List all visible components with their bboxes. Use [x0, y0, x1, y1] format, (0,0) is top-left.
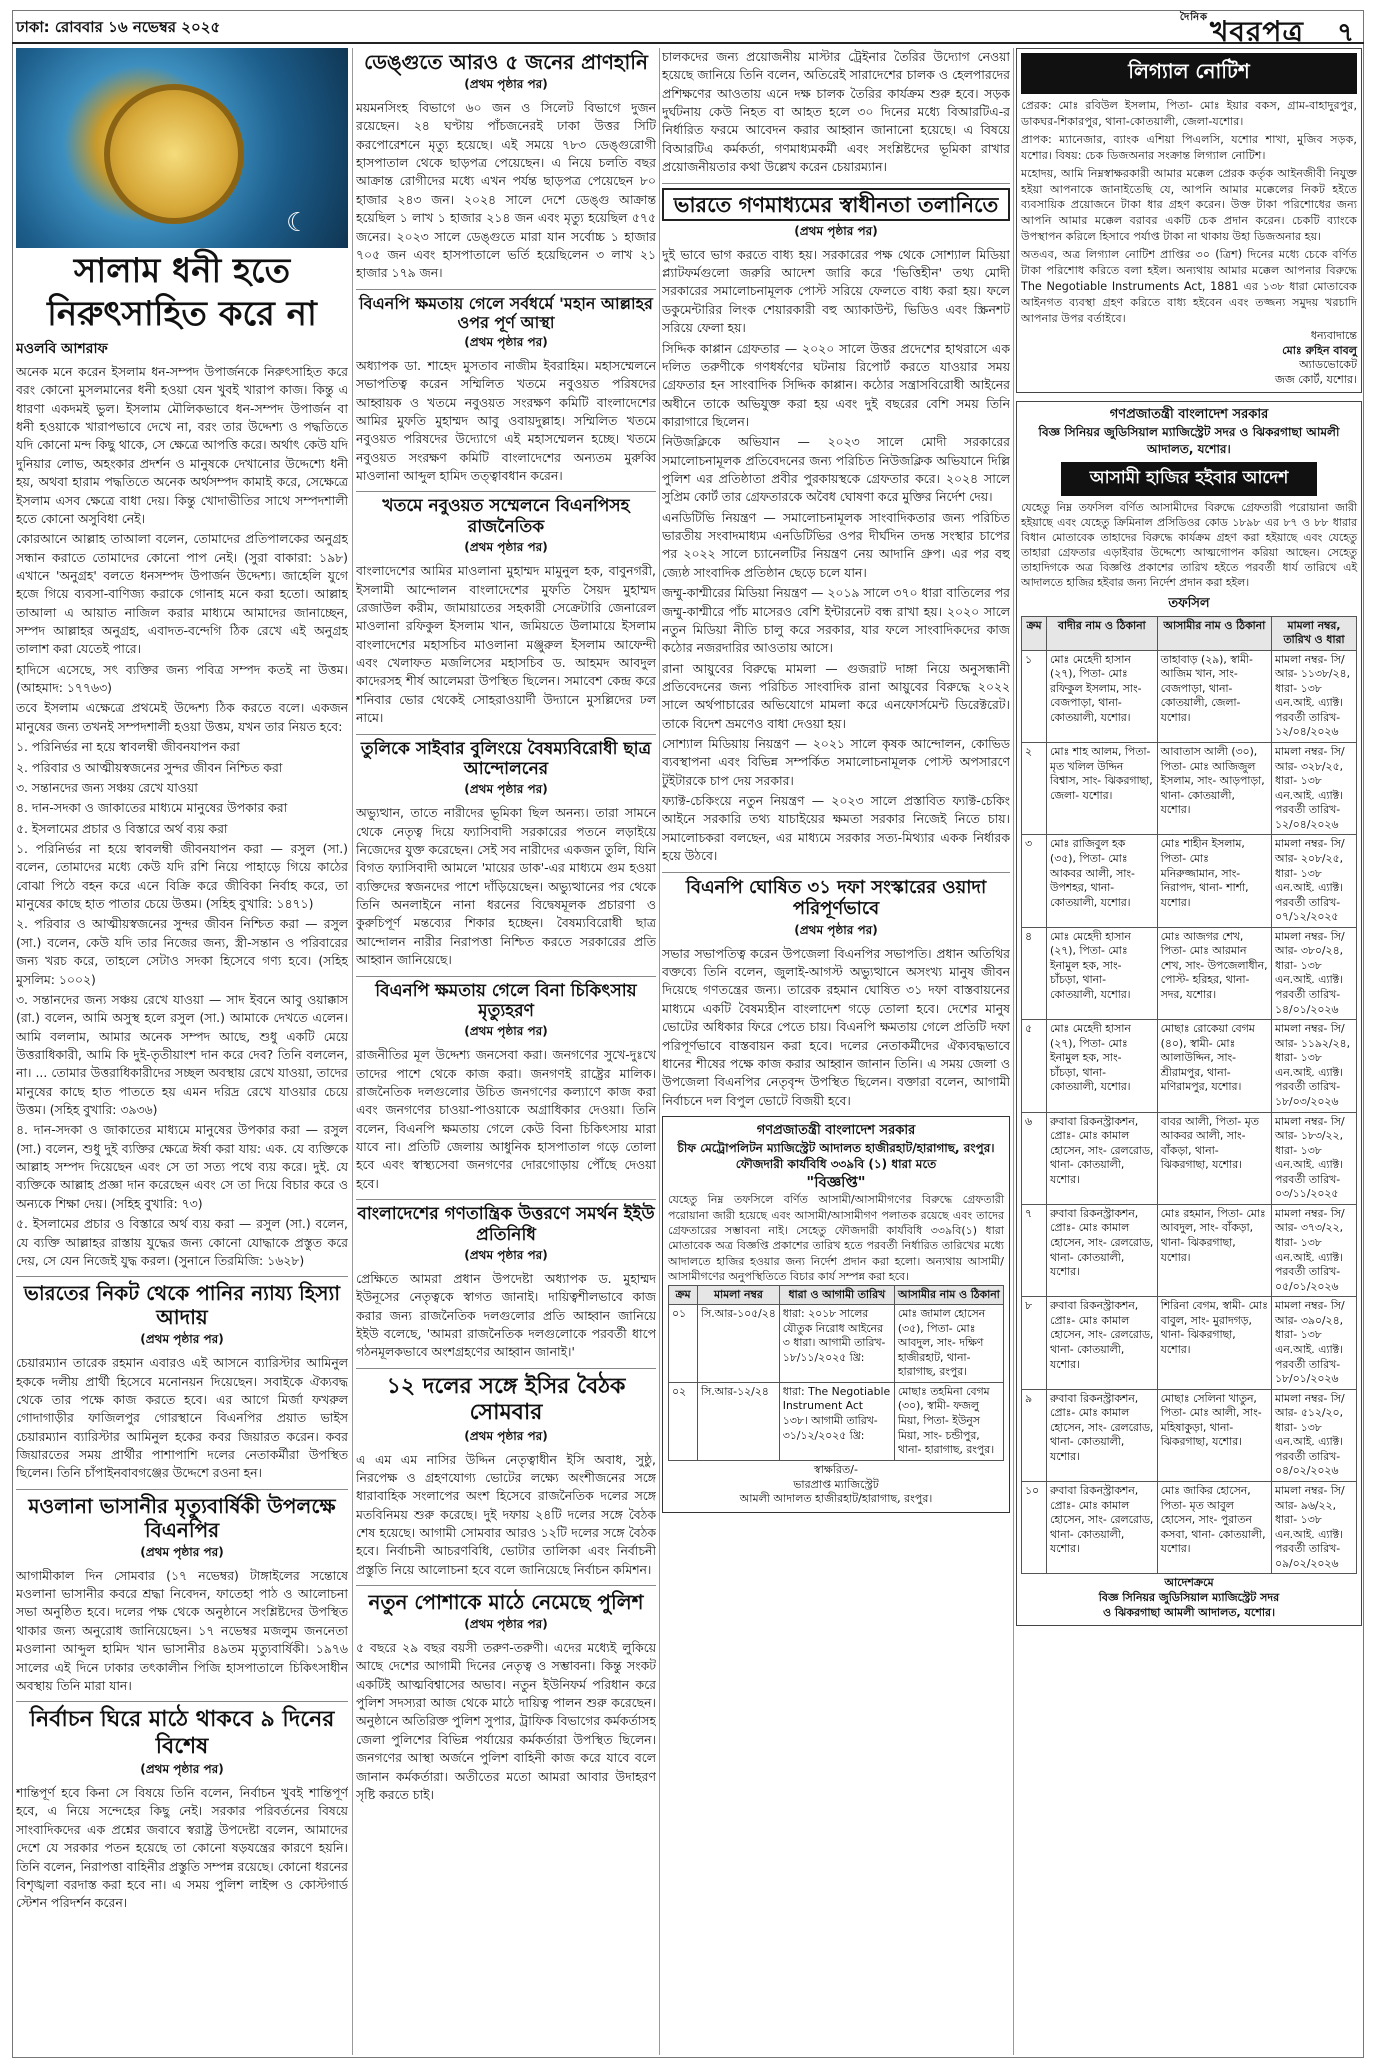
page-number: ৭ — [1337, 18, 1354, 48]
article-title: খতমে নবুওয়ত সম্মেলনে বিএনপিসহ রাজনৈতিক — [382, 496, 630, 537]
continued-label: (প্রথম পৃষ্ঠার পর) — [140, 1544, 224, 1559]
article-brta-continued — [662, 48, 1010, 177]
article-body: ৫ বছরে ২৯ বছর বয়সী তরুণ-তরুণী। এদের মধ্যেই লুকিয়ে আছে দেশের আগামী দিনের নেতৃত্ব ও সম্ভাবনা। কিন্তু সংকট একটিই আত্মবিশ্বাসের অভাব। নতুন ইউনিফর্ম পরিধান করে পুলিশ সদস্যরা আজ থেকে মাঠে দায়িত্ব পালন শুরু করেছেন। অনুষ্ঠানে অতিরিক্ত পুলিশ সুপার, ট্রাফিক বিভাগের কর্মকর্তাসহ জেলা পুলিশের বিভিন্ন পর্যায়ের কর্মকর্তারা উপস্থিত ছিলেন। জনগণের আস্থা অর্জনে পুলিশ বাহিনী কাজ করে যাবে বলে জানান কর্মকর্তারা। অতীতের মতো আমরা আবার উদাহরণ সৃষ্টি করতে চাই। — [356, 1640, 656, 1802]
article-bnp-faith — [356, 294, 656, 486]
paragraph: প্রেরক: মোঃ রবিউল ইসলাম, পিতা- মোঃ ইয়ার বকস, গ্রাম-বাহাদুরপুর, ডাকঘর-শিকারপুর, থানা-কোতয়ালী, জেলা-যশোর। — [1021, 99, 1357, 128]
table-cell: রুবাবা রিকনস্ট্রাকশন, প্রোঃ- মোঃ কামাল হোসেন, সাং- রেলরোড, থানা- কোতয়ালী, যশোর। — [1047, 1297, 1158, 1389]
table-row — [1022, 1204, 1357, 1296]
article-title: ১২ দলের সঙ্গে ইসির বৈঠক সোমবার — [386, 1372, 626, 1426]
article-separator — [356, 491, 656, 492]
paragraph: সিদ্দিক কাপ্পান গ্রেফতার — ২০২০ সালে উত্তর প্রদেশের হাথরাসে এক দলিত তরুণীকে গণধর্ষণের ঘটনায় রিপোর্ট করতে যাওয়ার সময় গ্রেফতার হন সাংবাদিক সিদ্দিক কাপ্পান। কঠোর সন্ত্রাসবিরোধী আইনের অধীনে তাকে অভিযুক্ত করা হয় এবং দুই বছরের বেশি সময় তিনি কারাগারে ছিলেন। — [662, 340, 1010, 429]
article-title: নতুন পোশাকে মাঠে নেমেছে পুলিশ — [368, 1590, 644, 1615]
article-police-uniform — [356, 1590, 656, 1804]
summons-notice — [1016, 401, 1362, 1626]
table-header: আসামীর নাম ও ঠিকানা — [894, 1285, 1003, 1305]
legal-notice-heading: লিগ্যাল নোটিশ — [1021, 53, 1357, 94]
table-cell: বাবর আলী, পিতা- মৃত আকবর আলী, সাং- বাঁকড়া, থানা- ঝিকরগাছা, যশোর। — [1157, 1112, 1271, 1204]
column-divider — [659, 48, 660, 2055]
table-cell: সি.আর-১২/২৪ — [698, 1382, 780, 1460]
signature-label: আদেশক্রমে — [1164, 1576, 1214, 1590]
table-cell: রুবাবা রিকনস্ট্রাকশন, প্রোঃ- মোঃ কামাল হোসেন, সাং- রেলরোড, থানা- কোতয়ালী, যশোর। — [1047, 1389, 1158, 1481]
table-row — [1022, 743, 1357, 835]
paragraph: জম্মু-কাশ্মীরের মিডিয়া নিয়ন্ত্রণ — ২০১৯ সালে ৩৭০ ধারা বাতিলের পর জম্মু-কাশ্মীরে পাঁচ মাসেরও বেশি ইন্টারনেট বন্ধ রাখা হয়। ২০২০ সালে নতুন মিডিয়া নীতি চালু করে সরকার, যার ফলে সাংবাদিকদের কাজ কঠোর নজরদারির আওতায় আসে। — [662, 585, 1010, 656]
table-cell: মোঃ আজগর শেখ, পিতা- মোঃ আরমান শেখ, সাং- উপজেলাধীন, পোস্ট- হরিহর, থানা- সদর, যশোর। — [1157, 927, 1271, 1019]
table-header: মামলা নম্বর — [698, 1285, 780, 1305]
article-31-points — [662, 877, 1010, 1110]
column-1 — [16, 48, 348, 2048]
table-row — [1022, 835, 1357, 927]
signature-label: স্বাক্ষরিত/- — [814, 1462, 858, 1476]
table-cell: মোঃ মেহেদী হাসান (২৭), পিতা- মোঃ ইনামুল হক, সাং- চাঁচড়া, থানা- কোতয়ালী, যশোর। — [1047, 927, 1158, 1019]
article-title: নির্বাচন ঘিরে মাঠে থাকবে ৯ দিনের বিশেষ — [29, 1706, 335, 1759]
paragraph: রানা আয়ুবের বিরুদ্ধে মামলা — গুজরাট দাঙ্গা নিয়ে অনুসন্ধানী প্রতিবেদনের জন্য পরিচিত সাংবাদিক রানা আয়ুবের বিরুদ্ধে ২০২২ সালে অর্থপাচারের অভিযোগে মামলা করে এনফোর্সমেন্ট ডিরেক্টরেট। তাকে বিদেশ ভ্রমণেও বাধা দেওয়া হয়। — [662, 660, 1010, 731]
article-body: চালকদের জন্য প্রয়োজনীয় মাস্টার ট্রেইনার তৈরির উদ্যোগ নেওয়া হয়েছে জানিয়ে তিনি বলেন, অতিরেই সারাদেশের চালক ও হেলপারদের প্রশিক্ষণের আওতায় এনে দক্ষ চালক তৈরির কার্যক্রম শুরু হবে। সড়ক দুর্ঘটনায় কেউ নিহত বা আহত হলে ৩০ দিনের মধ্যে বিআরটিএ-র নির্ধারিত ফরমে আবেদন করার আহ্বান জানানো হয়েছে। এ বিষয়ে বিআরটিএ কর্মকর্তা, গণমাধ্যমকর্মী এবং সংশ্লিষ্টদের ভূমিকা রাখার প্রয়োজনীয়তার কথা উল্লেখ করেন চেয়ারম্যান। — [662, 49, 1010, 175]
article-ec-meeting — [356, 1373, 656, 1579]
table-header: মামলা নম্বর, তারিখ ও ধারা — [1272, 616, 1357, 650]
court-intro: যেহেতু নিম্ন তফসিলে বর্ণিত আসামী/আসামীগণের বিরুদ্ধে গ্রেফতারী পরোয়ানা জারী হয়েছে এবং আসামী/আসামীগণ পলাতক রয়েছে এবং তাদের গ্রেফতারের সম্ভাবনা নাই। সেহেতু ফৌজদারী কার্যবিধি ৩৩৯বি(১) ধারা মোতাবেক অত্র বিজ্ঞপ্তি প্রকাশের তারিখ হতে পরবর্তী নির্ধারিত তারিখের মধ্যে আদালতে হাজির হওয়ার জন্য নির্দেশ প্রদান করা হলো। অন্যথায় আসামী/আসামীগণের অনুপস্থিতিতে বিচার কার্য সম্পন্ন করা হবে। — [668, 1193, 1004, 1284]
table-cell: ৮ — [1022, 1297, 1047, 1389]
article-bhasani — [16, 1494, 348, 1696]
table-cell: ১০ — [1022, 1482, 1047, 1574]
court-signature — [668, 1463, 1004, 1508]
article-title: তুলিকে সাইবার বুলিংয়ে বৈষম্যবিরোধী ছাত্র আন্দোলনের — [360, 738, 652, 779]
paragraph: ১. পরিনির্ভর না হয়ে স্বাবলম্বী জীবনযাপন করা — রসুল (সা.) বলেন, তোমাদের মধ্যে কেউ যদি রশি নিয়ে পাহাড়ে গিয়ে কাঠের বোঝা পিঠে বহন করে এনে বিক্রি করে জীবিকা নির্বাহ করে, তা মানুষের কাছে হাত পাতার চেয়ে উত্তম। (সহিহ বুখারি: ১৪৭১) — [16, 840, 348, 912]
article-separator — [662, 872, 1010, 873]
paragraph: অতএব, অত্র লিগ্যাল নোটিশ প্রাপ্তির ৩০ (ত্রিশ) দিনের মধ্যে চেকে বর্ণিত টাকা পরিশোধ করিতে বলা হইল। অন্যথায় আমার মক্কেল আপনার বিরুদ্ধে The Negotiable Instruments Act, 1881 এর ১৩৮ ধারা মোতাবেক আইনগত ব্যবস্থা গ্রহণ করিতে বাধ্য হইবেন এবং তজ্জন্য সমুদয় খরচাদি আপনার উপর বর্তাইবে। — [1021, 248, 1357, 325]
table-cell: ০২ — [669, 1382, 698, 1460]
paragraph: ৩. সন্তানদের জন্য সঞ্চয় রেখে যাওয়া — সাদ ইবনে আবু ওয়াক্কাস (রা.) বলেন, আমি অসুস্থ হলে রসুল (সা.) আমাকে দেখতে এলেন। আমি বললাম, আমার অনেক সম্পদ আছে, শুধু একটি মেয়ে উত্তরাধিকারী, আমি কি দুই-তৃতীয়াংশ দান করে দেব? তিনি বললেন, না। ... তোমার উত্তরাধিকারীদের সচ্ছল অবস্থায় রেখে যাওয়া, তাদের মানুষের কাছে হাত পাততে হয় এমন দরিদ্র রেখে যাওয়ার চেয়ে উত্তম। (সহিহ বুখারি: ৩৯৩৬) — [16, 991, 348, 1118]
table-row — [1022, 1112, 1357, 1204]
table-cell: ৬ — [1022, 1112, 1047, 1204]
signature-name: বিজ্ঞ সিনিয়র জুডিসিয়াল ম্যাজিস্ট্রেট সদর — [1098, 1591, 1280, 1605]
table-cell: মামলা নম্বর- সি/আর- ১৮৩/২২, ধারা- ১৩৮ এন.আই. এ্যাক্ট। পরবর্তী তারিখ- ০৩/১১/২০২৫ — [1272, 1112, 1357, 1204]
feature-image — [16, 48, 348, 248]
paragraph: ২. পরিবার ও আত্মীয়স্বজনের সুন্দর জীবন নিশ্চিত করা — রসুল (সা.) বলেন, কেউ যদি তার নিজের জন্য, স্ত্রী-সন্তান ও পরিবারের জন্য খরচ করে, তাহলে সেটাও সদকা হিসেবে গণ্য হবে। (সহিহ মুসলিম: ১০০২) — [16, 916, 348, 987]
table-cell: মামলা নম্বর- সি/আর- ৩৮০/২৪, ধারা- ১৩৮ এন.আই. এ্যাক্ট। পরবর্তী তারিখ- ১৪/০১/২০২৬ — [1272, 927, 1357, 1019]
paragraph: হাদিসে এসেছে, সৎ ব্যক্তির জন্য পবিত্র সম্পদ কতই না উত্তম। (আহমাদ: ১৭৭৬৩) — [16, 661, 348, 696]
table-cell: মোঃ মেহেদী হাসান (২৭), পিতা- মোঃ ইনামুল হক, সাং- চাঁচড়া, থানা- কোতয়ালী, যশোর। — [1047, 1020, 1158, 1112]
summons-label: আসামী হাজির হইবার আদেশ — [1061, 462, 1317, 496]
article-separator — [356, 734, 656, 735]
continued-label: (প্রথম পৃষ্ঠার পর) — [464, 1024, 548, 1039]
table-cell: সি.আর-১০৫/২৪ — [698, 1305, 780, 1383]
table-cell: মামলা নম্বর- সি/আর- ৩২৮/২৫, ধারা- ১৩৮ এন.আই. এ্যাক্ট। পরবর্তী তারিখ- ১২/০৪/২০২৬ — [1272, 743, 1357, 835]
table-row — [1022, 1389, 1357, 1481]
signature-court: জজ কোর্ট, যশোর। — [1275, 373, 1357, 387]
article-bnp-treatment — [356, 981, 656, 1194]
table-cell: ৩ — [1022, 835, 1047, 927]
article-body: রাজনীতির মূল উদ্দেশ্য জনসেবা করা। জনগণের সুখে-দুঃখে তাদের পাশে থেকে কাজ করা। জনগণই রাষ্ট্রের মালিক। রাজনৈতিক দলগুলোর উচিত জনগণের কল্যাণে কাজ করা এবং জনগণের চাওয়া-পাওয়াকে অগ্রাধিকার দেওয়া। তিনি বলেন, বিএনপি ক্ষমতায় গেলে কেউ বিনা চিকিৎসায় মারা যাবে না। প্রতিটি জেলায় আধুনিক হাসপাতাল গড়ে তোলা হবে এবং স্বাস্থ্যসেবা জনগণের দোরগোড়ায় পৌঁছে দেওয়া হবে। — [356, 1047, 656, 1191]
table-cell: মামলা নম্বর- সি/আর- ৩৯০/২৪, ধারা- ১৩৮ এন.আই. এ্যাক্ট। পরবর্তী তারিখ- ১৮/০১/২০২৬ — [1272, 1297, 1357, 1389]
table-cell: রুবাবা রিকনস্ট্রাকশন, প্রোঃ- মোঃ কামাল হোসেন, সাং- রেলরোড, থানা- কোতয়ালী, যশোর। — [1047, 1112, 1158, 1204]
article-title: বাংলাদেশের গণতান্ত্রিক উত্তরণে সমর্থন ইইউ প্রতিনিধি — [357, 1204, 655, 1245]
paragraph: অনেক মনে করেন ইসলাম ধন-সম্পদ উপার্জনকে নিরুৎসাহিত করে বরং কোনো মুসলমানের ধনী হওয়া যেন খুবই খারাপ কাজ। কিন্তু এ ধারণা একদমই ভুল। ইসলাম মৌলিকভাবে ধন-সম্পদ উপার্জন বা ধনী হওয়াকে খারাপভাবে দেখে না, বরং তার উদ্দেশ্য ও পদ্ধতিতে যদি কোনো মন্দ কিছু থাকে, সে ক্ষেত্রে আপত্তি করে। অর্থাৎ কেউ যদি দুনিয়ার লোভ, অহংকার প্রদর্শন ও মানুষকে দেখানোর উদ্দেশ্যে ধনী হয়, অথবা হারাম পদ্ধতিতে অনেক অর্থসম্পদ কামাই করে, সেক্ষেত্রে ইসলাম এসব ক্ষেত্রে বাধা দেয়। কিন্তু খোদাভীতির সাথে সম্পদশালী হতে কোনো অসুবিধা নেই। — [16, 364, 348, 526]
article-body: সভার সভাপতিত্ব করেন উপজেলা বিএনপির সভাপতি। প্রধান অতিথির বক্তব্যে তিনি বলেন, জুলাই-আগস্ট অভ্যুত্থানে অসংখ্য মানুষ জীবন দিয়েছে গণতন্ত্রের জন্য। তারেক রহমান ঘোষিত ৩১ দফা বাস্তবায়নের মাধ্যমে একটি বৈষম্যহীন বাংলাদেশ গড়ে তোলা হবে। দেশের মানুষ ভোটের অধিকার ফিরে পেতে চায়। বিএনপি ক্ষমতায় গেলে প্রতিটি দফা পরিপূর্ণভাবে বাস্তবায়ন করা হবে। দলের নেতাকর্মীদের ঐক্যবদ্ধভাবে ধানের শীষের পক্ষে কাজ করার আহ্বান জানান তিনি। এ সময় জেলা ও উপজেলা বিএনপির নেতৃবৃন্দ উপস্থিত ছিলেন। বক্তারা বলেন, আগামী নির্বাচনে দল বিপুল ভোটে বিজয়ী হবে। — [662, 945, 1010, 1108]
paragraph: প্রাপক: ম্যানেজার, ব্যাংক এশিয়া পিএলসি, যশোর শাখা, মুজিব সড়ক, যশোর। বিষয়: চেক ডিজঅনার সংক্রান্ত লিগ্যাল নোটিশ। — [1021, 132, 1357, 162]
column-3 — [662, 48, 1010, 2048]
article-body: ময়মনসিংহ বিভাগে ৬০ জন ও সিলেট বিভাগে দুজন রয়েছেন। ২৪ ঘণ্টায় পাঁচজনেরই ঢাকা উত্তর সিটি করপোরেশনে মৃত্যু হয়েছে। এই সময়ে ৭৮৩ ডেঙ্গুরোগী হাসপাতাল থেকে ছাড়পত্র পেয়েছেন। এ নিয়ে চলতি বছর আক্রান্ত রোগীদের মধ্যে এখন পর্যন্ত ছাড়পত্র পেয়েছেন ৮০ হাজার ২৪৩ জন। ২০২৪ সালে দেশে ডেঙ্গু আক্রান্ত হয়েছিল ১ লাখ ১ হাজার ২১৪ জন এবং মৃত্যু হয়েছিল ৫৭৫ জনের। ২০২৩ সালে ডেঙ্গুতে মারা যান সর্বোচ্চ ১ হাজার ৭০৫ জন এবং হাসপাতালে ভর্তি হয়েছিলেন ৩ লাখ ২১ হাজার ১৭৯ জন। — [356, 100, 656, 281]
continued-label: (প্রথম পৃষ্ঠার পর) — [464, 1247, 548, 1262]
legal-notice — [1016, 48, 1362, 393]
list-item: ৩. সন্তানদের জন্য সঞ্চয় রেখে যাওয়া — [16, 779, 198, 795]
signature-court: আমলী আদালত হাজীরহাট/হারাগাছ, রংপুর। — [739, 1492, 933, 1506]
continued-label: (প্রথম পৃষ্ঠার পর) — [794, 223, 878, 238]
article-india-press-freedom — [662, 188, 1010, 866]
crescent-moon-icon: ☾ — [286, 208, 310, 238]
summons-table-body — [1022, 650, 1357, 1574]
summons-court-name: বিজ্ঞ সিনিয়র জুডিসিয়াল ম্যাজিস্ট্রেট সদর ও ঝিকরগাছা আমলী আদালত, যশোর। — [1038, 425, 1340, 457]
table-cell: ০১ — [669, 1305, 698, 1383]
table-cell: মোছাঃ তহমিনা বেগম (৩০), স্বামী- ফজলু মিয়া, পিতা- ইউনুস মিয়া, সাং- চন্ডীপুর, থানা- হারাগাছ, রংপুর। — [894, 1382, 1003, 1460]
table-cell: ধারা: ২০১৮ সালের যৌতুক নিরোধ আইনের ৩ ধারা। আগামী তারিখ- ১৮/১১/২০২৫ খ্রি: — [779, 1305, 894, 1383]
article-body: বাংলাদেশের আমির মাওলানা মুহাম্মদ মামুনুল হক, বাবুনগরী, ইসলামী আন্দোলন বাংলাদেশের মুফতি সৈয়দ মুহাম্মদ রেজাউল করীম, জামায়াতের সহকারী সেক্রেটারি জেনারেল মাওলানা রফিকুল ইসলাম খান, জমিয়তে উলামায়ে ইসলাম বাংলাদেশের মহাসচিব মাওলানা মঞ্জুরুল ইসলাম আফেন্দী এবং খেলাফত মজলিসের মহাসচিব ড. আহমদ আবদুল কাদেরসহ শীর্ষ আলেমরা উপস্থিত ছিলেন। সমাবেশ কেন্দ্র করে শনিবার ভোর থেকেই সোহরাওয়ার্দী উদ্যানে মুসল্লিদের ঢল নামে। — [356, 563, 656, 726]
column-divider — [352, 48, 353, 2055]
article-wealth — [16, 250, 348, 1270]
table-cell: ১ — [1022, 650, 1047, 742]
column-2 — [356, 48, 656, 2048]
article-water-share — [16, 1281, 348, 1483]
table-cell: ৭ — [1022, 1204, 1047, 1296]
table-header: ক্রম — [1022, 616, 1047, 650]
continued-label: (প্রথম পৃষ্ঠার পর) — [140, 1332, 224, 1347]
table-cell: মোঃ মেহেদী হাসান (২৭), পিতা- মোঃ রফিকুল ইসলাম, সাং- বেজপাড়া, থানা- কোতয়ালী, যশোর। — [1047, 650, 1158, 742]
article-dengue — [356, 50, 656, 283]
court-gov-title: গণপ্রজাতন্ত্রী বাংলাদেশ সরকার — [756, 1122, 916, 1138]
court-notice-label: "বিজ্ঞপ্তি" — [806, 1172, 866, 1191]
continued-label: (প্রথম পৃষ্ঠার পর) — [464, 334, 548, 349]
table-cell: ২ — [1022, 743, 1047, 835]
court-section: ফৌজদারী কার্যবিধি ৩৩৯বি (১) ধারা মতে — [735, 1156, 937, 1171]
article-separator — [356, 1199, 656, 1200]
signature-name: ভারপ্রাপ্ত ম্যাজিস্ট্রেট — [793, 1477, 879, 1491]
paragraph: নিউজক্লিকে অভিযান — ২০২৩ সালে মোদী সরকারের সমালোচনামূলক প্রতিবেদনের জন্য পরিচিত নিউজক্লিক অভিযানে দিল্লি পুলিশ এর প্রতিষ্ঠাতা প্রবীর পুরকায়স্থকে গ্রেফতার করে। ২০২৪ সালে সুপ্রিম কোর্ট তার গ্রেফতারকে অবৈধ ঘোষণা করে মুক্তির নির্দেশ দেয়। — [662, 434, 1010, 505]
paragraph: ফ্যাক্ট-চেকিংয়ে নতুন নিয়ন্ত্রণ — ২০২৩ সালে প্রস্তাবিত ফ্যাক্ট-চেকিং আইনে সরকারি তথ্য যাচাইয়ের ক্ষমতা সরকার নিজেই নিতে চায়। সমালোচকরা বলছেন, এর মাধ্যমে সরকার সত্য-মিথ্যার একক নির্ধারক হয়ে উঠবে। — [662, 793, 1010, 864]
article-body: শান্তিপূর্ণ হবে কিনা সে বিষয়ে তিনি বলেন, নির্বাচন খুবই শান্তিপূর্ণ হবে, এ নিয়ে সন্দেহের কিছু নেই। সরকার পরিবর্তনের বিষয়ে সাংবাদিকদের এক প্রশ্নের জবাবে স্বরাষ্ট্র উপদেষ্টা বলেন, আমাদের দেশে যে সরকার পতন হয়েছে তা কোনো ষড়যন্ত্রের কারণে হয়নি। তিনি বলেন, নিরাপত্তা বাহিনীর প্রস্তুতি সম্পন্ন রয়েছে। কোনো ধরনের বিশৃঙ্খলা বরদাস্ত করা হবে না। এ সময় পুলিশ লাইন্স ও কোস্টগার্ড স্টেশন পরিদর্শন করেন। — [16, 1785, 348, 1911]
table-row — [1022, 650, 1357, 742]
table-cell: শিরিনা বেগম, স্বামী- মোঃ বাবুল, সাং- মুরাদগড়, থানা- ঝিকরগাছা, যশোর। — [1157, 1297, 1271, 1389]
article-separator — [356, 976, 656, 977]
paragraph: ৫. ইসলামের প্রচার ও বিস্তারে অর্থ ব্যয় করা — রসুল (সা.) বলেন, যে ব্যক্তি আল্লাহর রাস্তায় যুদ্ধের জন্য কোনো যোদ্ধাকে প্রস্তুত করে দেয়, সে যেন নিজেই যুদ্ধ করল। (সুনানে তিরমিজি: ১৬২৮) — [16, 1216, 348, 1268]
table-cell: রুবাবা রিকনস্ট্রাকশন, প্রোঃ- মোঃ কামাল হোসেন, সাং- রেলরোড, থানা- কোতয়ালী, যশোর। — [1047, 1204, 1158, 1296]
signature-court: ও ঝিকরগাছা আমলী আদালত, যশোর। — [1102, 1606, 1276, 1620]
summons-intro: যেহেতু নিম্ন তফসিল বর্ণিত আসামীদের বিরুদ্ধে গ্রেফতারী পরোয়ানা জারী হইয়াছে এবং যেহেতু ক্রিমিনাল প্রসিডিওর কোড ১৮৯৮ এর ৮৭ ও ৮৮ ধারার বিধান মোতাবেক তাহাদের বিরুদ্ধে কার্যক্রম গ্রহণ করা হইয়াছে এবং যেহেতু তাহারা গ্রেফতার এড়াইবার উদ্দেশ্যে আত্মগোপন করিয়া আছেন। সেহেতু তাহাদিগকে অত্র বিজ্ঞপ্তি প্রকাশের তারিখ হইতে পরবর্তী ধার্য তারিখে এই আদালতে হাজির হইবার জন্য নির্দেশ প্রদান করা হইল। — [1021, 500, 1357, 590]
article-body — [662, 246, 1010, 866]
table-header: ক্রম — [669, 1285, 698, 1305]
signature-role: অ্যাডভোকেট — [1299, 358, 1357, 372]
continued-label: (প্রথম পৃষ্ঠার পর) — [464, 77, 548, 91]
paragraph: ৪. দান-সদকা ও জাকাতের মাধ্যমে মানুষের উপকার করা — রসুল (সা.) বলেন, শুধু দুই ব্যক্তির ক্ষেত্রে ঈর্ষা করা যায়: এক. যে ব্যক্তিকে আল্লাহ সম্পদ দিয়েছেন এবং সে তা সত্য পথে ব্যয় করে। দুই. যে ব্যক্তিকে আল্লাহ প্রজ্ঞা দান করেছেন এবং সে তা দিয়ে বিচার করে ও অন্যকে শিক্ষা দেয়। (সহিহ বুখারি: ৭৩) — [16, 1122, 348, 1211]
table-cell: মামলা নম্বর- সি/আর- ২০৮/২৫, ধারা- ১৩৮ এন.আই. এ্যাক্ট। পরবর্তী তারিখ- ০৭/১২/২০২৫ — [1272, 835, 1357, 927]
table-cell: মোছাঃ সেলিনা খাতুন, পিতা- মোঃ আলী, সাং- মহিষাকুড়া, থানা- ঝিকরগাছা, যশোর। — [1157, 1389, 1271, 1481]
paragraph: এনডিটিভি নিয়ন্ত্রণ — সমালোচনামূলক সাংবাদিকতার জন্য পরিচিত ভারতীয় সংবাদমাধ্যম এনডিটিভির ওপর দীর্ঘদিন তদন্ত সংস্থার চাপের পর ২০২২ সালে চ্যানেলটির নিয়ন্ত্রণ নেয় আদানি গ্রুপ। এর পর বহু জ্যেষ্ঠ সাংবাদিক প্রতিষ্ঠান ছেড়ে চলে যান। — [662, 509, 1010, 580]
article-separator — [356, 1368, 656, 1369]
table-cell: আবাতাস আলী (৩০), পিতা- মোঃ আজিজুল ইসলাম, সাং- আড়পাড়া, থানা- কোতয়ালী, যশোর। — [1157, 743, 1271, 835]
continued-label: (প্রথম পৃষ্ঠার পর) — [464, 1617, 548, 1632]
dateline: ঢাকা: রোববার ১৬ নভেম্বর ২০২৫ — [16, 18, 221, 36]
table-row — [1022, 1020, 1357, 1112]
list-item: ২. পরিবার ও আত্মীয়স্বজনের সুন্দর জীবন নিশ্চিত করা — [16, 759, 283, 775]
court-table — [668, 1285, 1004, 1461]
paragraph: দুই ভাবে ভাগ করতে বাধ্য হয়। সরকারের পক্ষ থেকে সোশ্যাল মিডিয়া প্ল্যাটফর্মগুলো জরুরি আদেশ জারি করে 'ভিত্তিহীন' তথ্য মোদী সরকারের সমালোচনামূলক পোস্ট সরিয়ে ফেলতে বাধ্য করা হয়। ফলে ডকুমেন্টারির লিংক শেয়ারকারী বহু অ্যাকাউন্ট, ভিডিও এবং স্ক্রিনশট সরিয়ে ফেলা হয়। — [662, 246, 1010, 336]
article-separator — [356, 1585, 656, 1586]
table-cell: মামলা নম্বর- সি/আর- ৫১২/২০, ধারা- ১৩৮ এন.আই. এ্যাক্ট। পরবর্তী তারিখ- ০৪/০২/২০২৬ — [1272, 1389, 1357, 1481]
table-header-row — [669, 1285, 1004, 1305]
table-row — [1022, 927, 1357, 1019]
article-body: অভ্যুত্থান, তাতে নারীদের ভূমিকা ছিল অনন্য। তারা সামনে থেকে নেতৃত্ব দিয়ে ফ্যাসিবাদী সরকারের পতনে লড়াইয়ে নিজেদের যুক্ত করেছেন। সেই সব নারীদের একজন তুলি, যিনি বিগত ফ্যাসিবাদী আমলে 'মায়ের ডাক'-এর মাধ্যমে গুম হওয়া ব্যক্তিদের স্বজনদের পাশে দাঁড়িয়েছেন। অভ্যুত্থানের পর থেকে তিনি অনলাইনে নানা ধরনের বিদ্বেষমূলক প্রচারণা ও কুরুচিপূর্ণ মন্তব্যের শিকার হচ্ছেন। বৈষম্যবিরোধী ছাত্র আন্দোলন নারীর নিরাপত্তা নিশ্চিত করতে সরকারের প্রতি আহ্বান জানিয়েছে। — [356, 805, 656, 968]
article-byline: মওলবি আশরাফ — [16, 341, 108, 357]
paragraph: সোশ্যাল মিডিয়ায় নিয়ন্ত্রণ — ২০২১ সালে কৃষক আন্দোলন, কোভিড ব্যবস্থাপনা এবং বিভিন্ন সম্পর্কিত সমালোচনামূলক পোস্ট অপসারণে টুইটারকে চাপ দেয় সরকার। — [662, 736, 1010, 788]
schedule-title: তফসিল — [1168, 595, 1210, 611]
table-cell: ৫ — [1022, 1020, 1047, 1112]
list-item: ৪. দান-সদকা ও জাকাতের মাধ্যমে মানুষের উপকার করা — [16, 800, 288, 816]
table-cell: তাহাবাড় (২৯), স্বামী- আজিম খান, সাং- বেজপাড়া, থানা- কোতয়ালী, জেলা- যশোর। — [1157, 650, 1271, 742]
header-rule — [12, 42, 1364, 44]
column-4 — [1016, 48, 1362, 2048]
table-header: বাদীর নাম ও ঠিকানা — [1047, 616, 1158, 650]
article-title: মওলানা ভাসানীর মৃত্যুবার্ষিকী উপলক্ষে বিএনপির — [28, 1493, 336, 1542]
column-divider — [1013, 48, 1014, 2055]
article-title: সালাম ধনী হতে নিরুৎসাহিত করে না — [47, 251, 317, 334]
table-header: আসামীর নাম ও ঠিকানা — [1157, 616, 1271, 650]
table-row — [669, 1305, 1004, 1383]
article-body: চেয়ারম্যান তারেক রহমান এবারও এই আসনে ব্যারিস্টার আমিনুল হককে দলীয় প্রার্থী হিসেবে মনোনয়ন দিয়েছেন। সবাইকে ঐক্যবদ্ধ থেকে তার পক্ষে কাজ করতে হবে। এর আগে মির্জা ফখরুল গোদাগাড়ীর ফাজিলপুর গোরস্থানে বিএনপির প্রয়াত ভাইস চেয়ারম্যান ব্যারিস্টার আমিনুল হকের কবর জিয়ারত করেন। কবর জিয়ারতের সময় প্রার্থীর পাশাপাশি দলের নেতাকর্মীরা উপস্থিত ছিলেন। তিনি চাঁপাইনবাবগঞ্জের উদ্দেশে রওনা হন। — [16, 1355, 348, 1481]
table-cell: ধারা: The Negotiable Instrument Act ১৩৮। আগামী তারিখ- ৩১/১২/২০২৫ খ্রি: — [779, 1382, 894, 1460]
masthead-prefix: দৈনিক — [1179, 12, 1209, 23]
continued-label: (প্রথম পৃষ্ঠার পর) — [464, 1428, 548, 1443]
table-row — [1022, 1297, 1357, 1389]
masthead-title: খবরপত্র — [1210, 15, 1304, 48]
summons-table — [1021, 616, 1357, 1575]
article-khatme-nabuwat — [356, 496, 656, 727]
article-body: এ এম এম নাসির উদ্দিন নেতৃত্বাধীন ইসি অবাধ, সুষ্ঠু, নিরপেক্ষ ও গ্রহণযোগ্য ভোটের লক্ষ্যে অংশীজনের সঙ্গে ধারাবাহিক সংলাপের অংশ হিসেবে রাজনৈতিক দলের সঙ্গে মতবিনিময় শুরু করেছে। দুই দফায় ২৪টি দলের সঙ্গে বৈঠক শেষ হয়েছে। আগামী সোমবার আরও ১২টি দলের সঙ্গে বৈঠক হবে। নির্বাচনী আচরণবিধি, ভোটার তালিকা এবং নির্বাচনী প্রস্তুতি নিয়ে আলোচনা হবে বলে জানিয়েছে নির্বাচন কমিশন। — [356, 1451, 656, 1577]
table-header-row — [1022, 616, 1357, 650]
table-cell: মামলা নম্বর- সি/আর- ১১৯২/২৪, ধারা- ১৩৮ এন.আই. এ্যাক্ট। পরবর্তী তারিখ- ১৮/০৩/২০২৬ — [1272, 1020, 1357, 1112]
article-title: বিএনপি ক্ষমতায় গেলে বিনা চিকিৎসায় মৃত্যুহরণ — [375, 980, 637, 1021]
article-body: প্রেক্ষিতে আমরা প্রধান উপদেষ্টা অধ্যাপক ড. মুহাম্মদ ইউনূসের নেতৃত্বকে স্বাগত জানাই। দায়িত্বশীলভাবে কাজ করার জন্য রাজনৈতিক দলগুলোর প্রতি আহ্বান জানিয়ে ইইউ বলেছে, 'আমরা রাজনৈতিক দলগুলোকে পরবর্তী ধাপে গঠনমূলকভাবে অংশগ্রহণের আহ্বান জানাই।' — [356, 1270, 656, 1360]
article-body: আগামীকাল দিন সোমবার (১৭ নভেম্বর) টাঙ্গাইলের সন্তোষে মওলানা ভাসানীর কবরে শ্রদ্ধা নিবেদন, ফাতেহা পাঠ ও আলোচনা সভা অনুষ্ঠিত হবে। দলের পক্ষ থেকে অনুষ্ঠানে সংশ্লিষ্টদের উপস্থিত থাকার জন্য অনুরোধ জানিয়েছেন। ১৭ নভেম্বর মজলুম জননেতা মওলানা আব্দুল হামিদ খান ভাসানীর ৪৯তম মৃত্যুবার্ষিকী। ১৯৭৬ সালের এই দিনে ঢাকার তৎকালীন পিজি হাসপাতালে চিকিৎসাধীন অবস্থায় তিনি মারা যান। — [16, 1567, 348, 1693]
continued-label: (প্রথম পৃষ্ঠার পর) — [464, 540, 548, 555]
table-cell: ৪ — [1022, 927, 1047, 1019]
article-title: বিএনপি ক্ষমতায় গেলে সর্বধর্মে 'মহান আল্লাহর ওপর পূর্ণ আস্থা — [359, 293, 653, 332]
legal-notice-body — [1021, 98, 1357, 327]
table-header: ধারা ও আগামী তারিখ — [779, 1285, 894, 1305]
article-eu-support — [356, 1204, 656, 1362]
gold-coin-illustration — [104, 84, 244, 224]
article-title: ডেঙ্গুতে আরও ৫ জনের প্রাণহানি — [364, 50, 648, 74]
table-row — [1022, 1482, 1357, 1574]
article-body — [16, 363, 348, 1270]
article-title: ভারতের নিকট থেকে পানির ন্যায্য হিস্যা আদায় — [23, 1281, 341, 1330]
list-item: ১. পরিনির্ভর না হয়ে স্বাবলম্বী জীবনযাপন করা — [16, 739, 240, 755]
article-title: বিএনপি ঘোষিত ৩১ দফা সংস্কারের ওয়াদা পরিপূর্ণভাবে — [685, 876, 987, 920]
table-cell: মোঃ জাকির হোসেন, পিতা- মৃত আবুল হোসেন, সাং- পুরাতন কসবা, থানা- কোতয়ালী, যশোর। — [1157, 1482, 1271, 1574]
article-separator — [16, 1276, 348, 1277]
continued-label: (প্রথম পৃষ্ঠার পর) — [794, 922, 878, 937]
legal-notice-signature — [1021, 329, 1357, 388]
article-separator — [662, 183, 1010, 184]
summons-signature — [1021, 1576, 1357, 1621]
table-cell: মোছাঃ রোকেয়া বেগম (৪০), স্বামী- মোঃ আলাউদ্দিন, সাং- শ্রীরামপুর, থানা- মণিরামপুর, যশোর। — [1157, 1020, 1271, 1112]
article-body: অধ্যাপক ডা. শাহেদ মুসতাব নাজীম ইবরাহিম। মহাসম্মেলনে সভাপতিত্ব করেন সম্মিলিত খতমে নবুওয়ত পরিষদের আহ্বায়ক ও খতমে নবুওয়ত সংরক্ষণ কমিটি বাংলাদেশের আমির মুফতি মুহাম্মদ আবু ওবায়দুল্লাহ। সম্মিলিত খতমে নবুওয়ত পরিষদের উদ্যোগে এই মহাসম্মেলন হচ্ছে। খতমে নবুওয়ত সংরক্ষণ কমিটি বাংলাদেশের অন্যতম মুরুব্বি মাওলানা আব্দুল হামিদ তত্ত্বাবধান করেন। — [356, 357, 656, 484]
summons-gov-title: গণপ্রজাতন্ত্রী বাংলাদেশ সরকার — [1109, 407, 1269, 423]
table-cell: রুবাবা রিকনস্ট্রাকশন, প্রোঃ- মোঃ কামাল হোসেন, সাং- রেলরোড, থানা- কোতয়ালী, যশোর। — [1047, 1482, 1158, 1574]
article-separator — [16, 1701, 348, 1702]
signature-name: মোঃ রুহিন বাবলু — [1282, 343, 1357, 357]
table-cell: মোঃ শাহ আলম, পিতা- মৃত খলিল উদ্দিন বিশ্বাস, সাং- ঝিকরগাছা, জেলা- যশোর। — [1047, 743, 1158, 835]
continued-label: (প্রথম পৃষ্ঠার পর) — [140, 1762, 224, 1777]
court-name: চীফ মেট্রোপলিটন ম্যাজিস্ট্রেট আদালত হাজীরহাট/হারাগাছ, রংপুর। — [677, 1140, 995, 1155]
court-notice-haragach — [662, 1116, 1010, 1513]
article-separator — [16, 1489, 348, 1490]
continued-label: (প্রথম পৃষ্ঠার পর) — [464, 782, 548, 797]
table-cell: মোঃ শাহীন ইসলাম, পিতা- মোঃ মনিরুজ্জামান, সাং- নিরাপদ, থানা- শার্শা, যশোর। — [1157, 835, 1271, 927]
article-election-forces — [16, 1706, 348, 1912]
table-cell: মোঃ রহমান, পিতা- মোঃ আবদুল, সাং- বাঁকড়া, থানা- ঝিকরগাছা, যশোর। — [1157, 1204, 1271, 1296]
list-item: ৫. ইসলামের প্রচার ও বিস্তারে অর্থ ব্যয় করা — [16, 820, 228, 836]
table-cell: মামলা নম্বর- সি/আর- ৩৭৩/২২, ধারা- ১৩৮ এন.আই. এ্যাক্ট। পরবর্তী তারিখ- ০৫/০১/২০২৬ — [1272, 1204, 1357, 1296]
article-separator — [356, 289, 656, 290]
table-cell: মামলা নম্বর- সি/আর- ১১৩৮/২৪, ধারা- ১৩৮ এন.আই. এ্যাক্ট। পরবর্তী তারিখ- ১২/০৪/২০২৬ — [1272, 650, 1357, 742]
table-cell: মামলা নম্বর- সি/আর- ৯৬/২২, ধারা- ১৩৮ এন.আই. এ্যাক্ট। পরবর্তী তারিখ- ০৯/০২/২০২৬ — [1272, 1482, 1357, 1574]
table-cell: মোঃ জামাল হোসেন (৩৫), পিতা- মোঃ আবদুল, সাং- দক্ষিণ হাজীরহাট, থানা- হারাগাছ, রংপুর। — [894, 1305, 1003, 1383]
article-cyberbullying — [356, 739, 656, 970]
paragraph: মহোদয়, আমি নিম্নস্বাক্ষরকারী আমার মক্কেল প্রেরক কর্তৃক আইনজীবী নিযুক্ত হইয়া আপনাকে জানাইতেছি যে, আপনি আমার মক্কেলের নিকট হইতে ব্যবসায়িক প্রয়োজনে টাকা ধার গ্রহণ করেন। উক্ত টাকা পরিশোধের জন্য আপনি আমার মক্কেল বরাবর একটি চেক প্রদান করেন। চেকটি ব্যাংকে উপস্থাপন করিলে হিসাবে পর্যাপ্ত টাকা না থাকায় উহা ডিজঅনার হয়। — [1021, 166, 1357, 244]
signature-thanks: ধন্যবাদান্তে — [1310, 328, 1357, 342]
paragraph: কোরআনে আল্লাহ তাআলা বলেন, তোমাদের প্রতিপালকের অনুগ্রহ সন্ধান করাতে তোমাদের কোনো পাপ নেই। (সুরা বাকারা: ১৯৮) এখানে 'অনুগ্রহ' বলতে ধনসম্পদ উপার্জন উদ্দেশ্য। জাহেলি যুগে হজে গিয়ে ব্যবসা-বাণিজ্য করাকে গোনাহ মনে করা হতো। আল্লাহ তাআলা এ আয়াত নাজিল করার মাধ্যমে আমাদের জানাচ্ছেন, সম্পদ আল্লাহর অনুগ্রহ, এবাদত-বন্দেগি ঠিক রেখে এই অনুগ্রহ তালাশ করা যেতেই পারে। — [16, 531, 348, 657]
paragraph: তবে ইসলাম এক্ষেত্রে প্রথমেই উদ্দেশ্য ঠিক করতে বলে। একজন মানুষের জন্য তখনই সম্পদশালী হওয়া উত্তম, যখন তার নিয়ত হবে: — [16, 700, 348, 734]
table-cell: ৯ — [1022, 1389, 1047, 1481]
table-row — [669, 1382, 1004, 1460]
table-cell: মোঃ রাজিবুল হক (৩৫), পিতা- মোঃ আকবর আলী, সাং- উপশহর, থানা- কোতয়ালী, যশোর। — [1047, 835, 1158, 927]
article-title: ভারতে গণমাধ্যমের স্বাধীনতা তলানিতে — [662, 188, 1010, 221]
